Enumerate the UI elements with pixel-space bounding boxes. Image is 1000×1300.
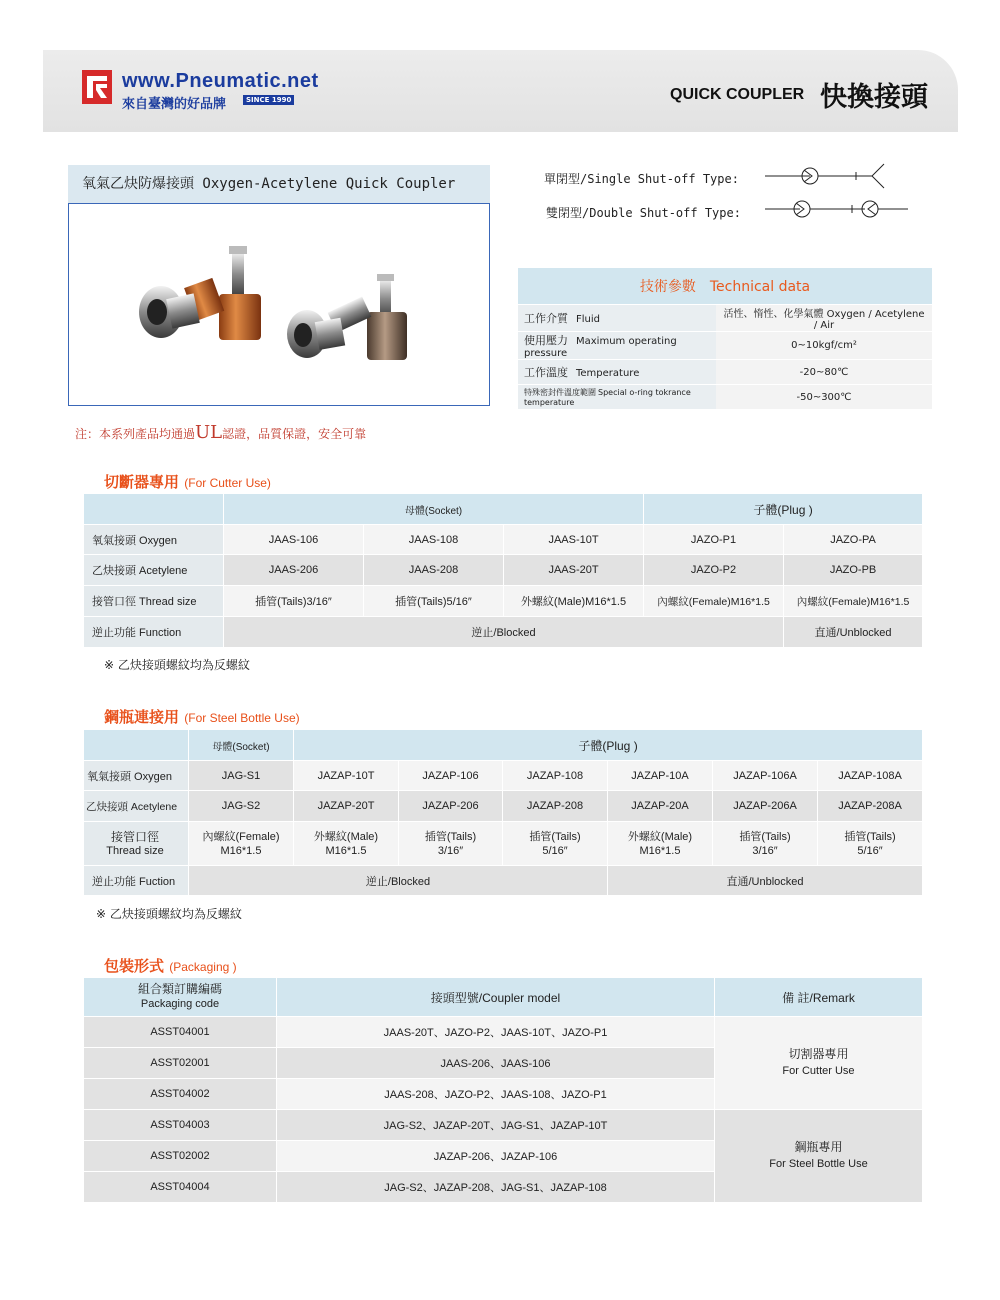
table-cell: 逆止功能 Fuction [84,866,189,896]
table-cell: JAZAP-106 [399,761,503,791]
table-cell: JAZAP-206、JAZAP-106 [277,1141,715,1172]
table-cell: 內螺紋(Female)M16*1.5 [644,586,784,617]
coupler-product-image [69,204,489,405]
table-cell: 氧氣接頭 Oxygen [84,525,224,555]
table-cell: JAZAP-106A [713,761,818,791]
table-row [84,525,923,555]
table-cell: JAZO-PB [784,555,923,586]
table-cell: -50~300℃ [716,385,932,410]
table-cell [84,494,224,525]
table-cell: 內螺紋(Female) M16*1.5 [189,822,294,866]
table-cell: ASST04003 [84,1110,277,1141]
table-cell: 內螺紋(Female)M16*1.5 [784,586,923,617]
table-cell: 插管(Tails) 3/16″ [713,822,818,866]
cutter-table [83,493,923,648]
table-cell: 工作介質 Fluid [518,305,716,332]
bottle-table [83,729,923,896]
table-cell: 外螺紋(Male) M16*1.5 [294,822,399,866]
table-cell: 活性、惰性、化學氣體 Oxygen / Acetylene / Air [716,305,932,332]
table-cell: JAZAP-206A [713,791,818,822]
table-row [84,555,923,586]
table-cell: 插管(Tails)5/16″ [364,586,504,617]
remark-bottle: 鋼瓶專用 For Steel Bottle Use [715,1110,923,1203]
table-cell: 插管(Tails)3/16″ [224,586,364,617]
table-row [518,332,932,360]
table-cell: JAAS-206 [224,555,364,586]
table-cell: 插管(Tails) 5/16″ [818,822,923,866]
table-cell: JAG-S1 [189,761,294,791]
table-cell: JAZAP-208A [818,791,923,822]
table-cell: 逆止/Blocked [224,617,784,648]
shutoff-symbol-icon [760,160,910,224]
table-cell: 逆止/Blocked [189,866,608,896]
table-cell: JAZAP-108A [818,761,923,791]
table-cell: JAAS-208 [364,555,504,586]
table-cell: JAG-S2 [189,791,294,822]
cutter-section-title: 切斷器專用 (For Cutter Use) [104,473,271,491]
table-row [84,1017,923,1048]
product-title: 氧氣乙炔防爆接頭 Oxygen-Acetylene Quick Coupler [68,165,490,203]
bottle-section-title: 鋼瓶連接用 (For Steel Bottle Use) [104,708,300,726]
table-row [84,791,923,822]
table-cell: JAZAP-10A [608,761,713,791]
table-cell: JAZO-PA [784,525,923,555]
table-cell: JAZAP-10T [294,761,399,791]
table-cell: 工作溫度 Temperature [518,360,716,385]
remark-cutter: 切割器專用 For Cutter Use [715,1017,923,1110]
table-cell: 備 註/Remark [715,978,923,1017]
table-cell: 接管口徑 Thread size [84,586,224,617]
table-cell: 逆止功能 Function [84,617,224,648]
table-cell [84,730,189,761]
double-shutoff-label: 雙閉型/Double Shut-off Type: [546,206,741,220]
table-cell: 乙炔接頭 Acetylene [84,555,224,586]
since-badge: SINCE 1990 [243,95,294,105]
table-row [84,822,923,866]
socket-header: 母體(Socket) [224,494,644,525]
table-row [84,1110,923,1141]
page-title-en: QUICK COUPLER [670,86,805,103]
table-cell: 直通/Unblocked [784,617,923,648]
table-cell: JAAS-108 [364,525,504,555]
table-row [518,360,932,385]
table-cell: 特殊密封件溫度範圍 Special o-ring tokrance temperature [518,385,716,410]
table-cell: 直通/Unblocked [608,866,923,896]
table-cell: JAZO-P2 [644,555,784,586]
certification-note: 注：本系列產品均通過UL認證，品質保證，安全可靠 [75,422,367,443]
table-cell: JAAS-20T [504,555,644,586]
packaging-section-title: 包裝形式 (Packaging ) [104,957,237,975]
table-cell: ASST02002 [84,1141,277,1172]
packaging-table [83,977,923,1203]
table-cell: JAZO-P1 [644,525,784,555]
product-image-frame [68,203,490,406]
table-cell: 外螺紋(Male) M16*1.5 [608,822,713,866]
table-cell: JAG-S2、JAZAP-208、JAG-S1、JAZAP-108 [277,1172,715,1203]
table-cell: JAAS-106 [224,525,364,555]
table-cell: 組合類訂購編碼 Packaging code [84,978,277,1017]
table-cell: 接管口徑 Thread size [84,822,189,866]
table-cell: 插管(Tails) 5/16″ [503,822,608,866]
cutter-footnote: ※ 乙炔接頭螺紋均為反螺紋 [104,658,250,672]
table-cell: ASST04001 [84,1017,277,1048]
table-cell: 氧氣接頭 Oxygen [84,761,189,791]
table-cell: 使用壓力 Maximum operating pressure [518,332,716,360]
brand-logo-icon [80,68,114,106]
table-cell: 乙炔接頭 Acetylene [84,791,189,822]
table-cell: JAAS-208、JAZO-P2、JAAS-108、JAZO-P1 [277,1079,715,1110]
brand-slogan: 來自臺灣的好品牌 [122,97,227,112]
table-cell: JAZAP-206 [399,791,503,822]
page-title-zh: 快換接頭 [820,82,928,113]
table-row [84,586,923,617]
table-cell: 0~10kgf/cm² [716,332,932,360]
site-url[interactable]: www.Pneumatic.net [122,70,319,92]
table-cell: JAZAP-208 [503,791,608,822]
table-cell: JAAS-206、JAAS-106 [277,1048,715,1079]
table-cell: JAZAP-108 [503,761,608,791]
table-cell: JAAS-20T、JAZO-P2、JAAS-10T、JAZO-P1 [277,1017,715,1048]
table-row [518,305,932,332]
table-cell: JAAS-10T [504,525,644,555]
single-shutoff-label: 單閉型/Single Shut-off Type: [544,172,739,186]
socket-header: 母體(Socket) [189,730,294,761]
bottle-footnote: ※ 乙炔接頭螺紋均為反螺紋 [96,907,242,921]
table-cell: JAG-S2、JAZAP-20T、JAG-S1、JAZAP-10T [277,1110,715,1141]
technical-data-table [518,268,932,410]
table-cell: JAZAP-20T [294,791,399,822]
table-cell: 插管(Tails) 3/16″ [399,822,503,866]
tech-title: 技術參數 Technical data [518,268,932,305]
table-row [84,617,923,648]
table-row [84,761,923,791]
table-cell: ASST04004 [84,1172,277,1203]
table-cell: JAZAP-20A [608,791,713,822]
plug-header: 子體(Plug ) [644,494,923,525]
table-cell: 外螺紋(Male)M16*1.5 [504,586,644,617]
table-row [84,866,923,896]
table-cell: -20~80℃ [716,360,932,385]
table-cell: ASST04002 [84,1079,277,1110]
table-cell: 接頭型號/Coupler model [277,978,715,1017]
table-row [518,385,932,410]
table-cell: ASST02001 [84,1048,277,1079]
plug-header: 子體(Plug ) [294,730,923,761]
